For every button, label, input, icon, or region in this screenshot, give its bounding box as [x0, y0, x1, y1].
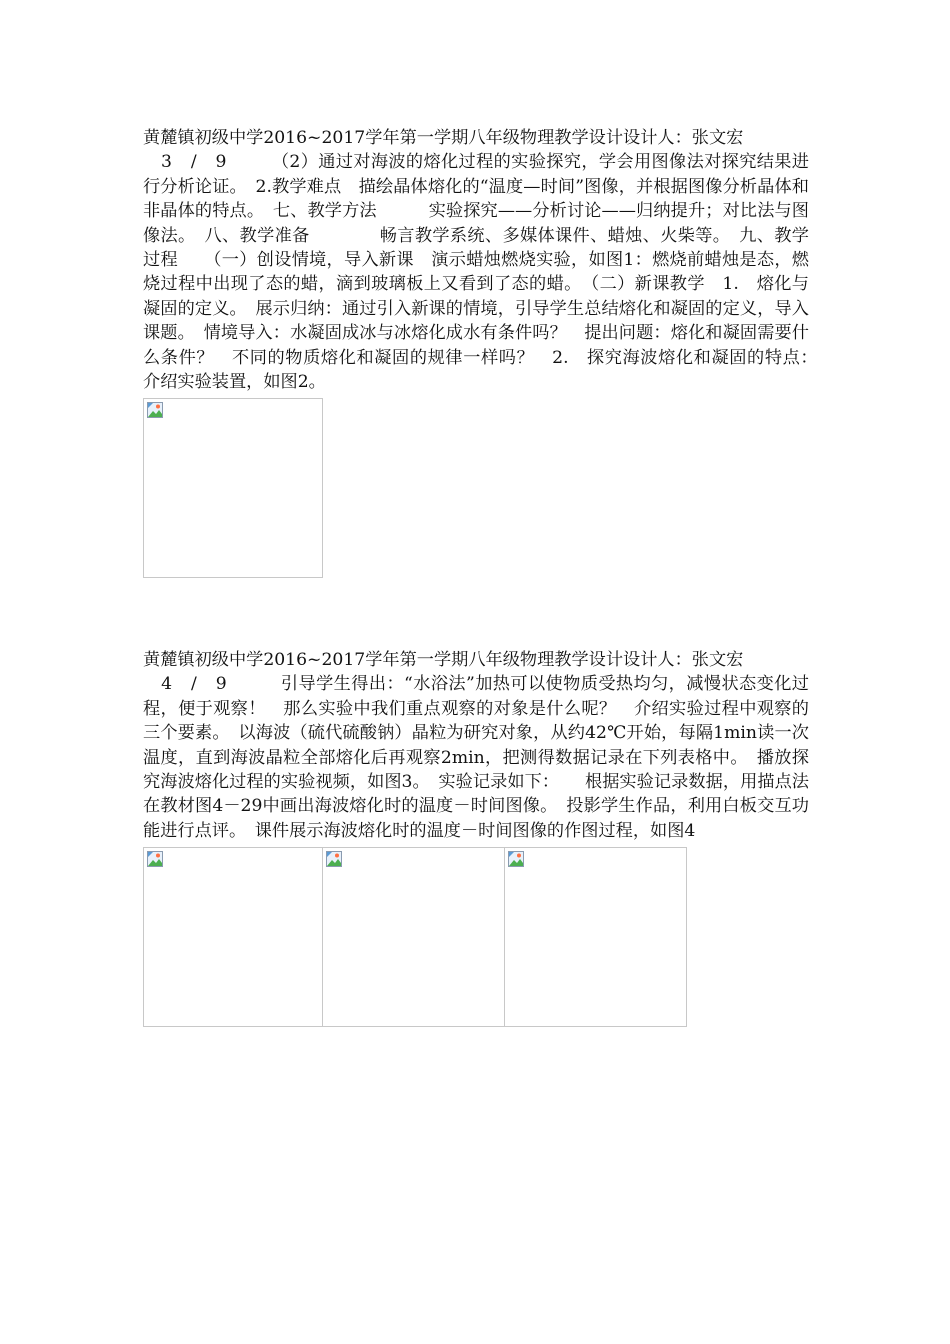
- broken-image-icon: [147, 851, 163, 867]
- page-header: 黄麓镇初级中学2016~2017学年第一学期八年级物理教学设计设计人：张文宏: [143, 650, 744, 670]
- broken-image-icon: [508, 851, 524, 867]
- page-number: 4 / 9: [143, 674, 246, 695]
- page-number: 3 / 9: [143, 152, 246, 173]
- figure-2-placeholder: [143, 398, 323, 578]
- page-header: 黄麓镇初级中学2016~2017学年第一学期八年级物理教学设计设计人：张文宏: [143, 128, 744, 148]
- body-text: 引导学生得出：“水浴法”加热可以使物质受热均匀，减慢状态变化过程，便于观察！ 那么实验中我们重点观察的对象是什么呢？ 介绍实验过程中观察的三个要素。 以海波（硫代硫酸钠）晶粒为研究对象，从约42℃开始，每隔1min读一次温度，直到海波晶粒全部熔化后再观察2min，把测得数据记录在下列表格中。 播放探究海波熔化过程的实验视频，如图3。 实验记录如下： 根据实验记录数据，用描点法在教材图4－29中画出海波熔化时的温度－时间图像。 投影学生作品，利用白板交互功能进行点评。 课件展示海波熔化时的温度－时间图像的作图过程，如图4: [143, 674, 809, 841]
- broken-image-icon: [326, 851, 342, 867]
- figure-row: [143, 847, 809, 1027]
- page-4-section: [143, 648, 809, 1027]
- body-text: （2）通过对海波的熔化过程的实验探究，学会用图像法对探究结果进行分析论证。 2.教学难点 描绘晶体熔化的“温度—时间”图像，并根据图像分析晶体和非晶体的特点。 七、教学方法 实验探究——分析讨论——归纳提升；对比法与图像法。 八、教学准备 畅言教学系统、多媒体课件、蜡烛、火柴等。 九、教学过程 （一）创设情境，导入新课 演示蜡烛燃烧实验，如图1：燃烧前蜡烛是态，燃烧过程中出现了态的蜡，滴到玻璃板上又看到了态的蜡。 （二）新课教学 1. 熔化与凝固的定义。 展示归纳：通过引入新课的情境，引导学生总结熔化和凝固的定义，导入课题。 情境导入：水凝固成冰与冰熔化成水有条件吗？ 提出问题：熔化和凝固需要什么条件？ 不同的物质熔化和凝固的规律一样吗？ 2. 探究海波熔化和凝固的特点： 介绍实验装置，如图2。: [143, 152, 844, 393]
- page-3-text: [143, 126, 844, 394]
- page-3-section: [143, 126, 844, 578]
- figure-placeholder-2: [323, 847, 505, 1027]
- page-4-text: [143, 648, 809, 843]
- broken-image-icon: [147, 402, 163, 418]
- figure-placeholder-3: [505, 847, 687, 1027]
- figure-placeholder-1: [143, 847, 323, 1027]
- figure-row: [143, 398, 809, 578]
